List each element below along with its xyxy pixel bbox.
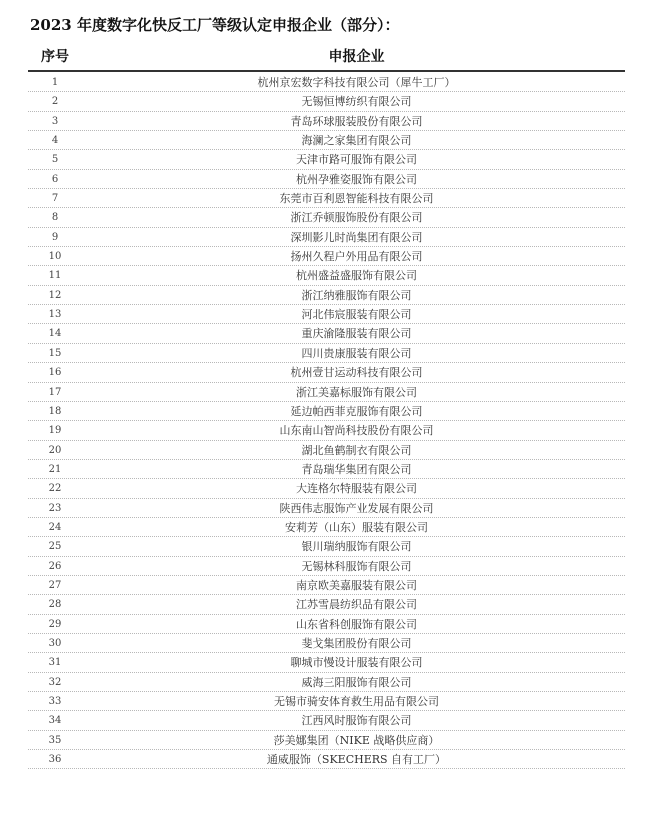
row-company: 延边帕西菲克服饰有限公司 xyxy=(290,404,423,418)
row-index: 4 xyxy=(51,135,59,147)
table-row xyxy=(28,305,625,324)
row-index: 21 xyxy=(48,463,62,475)
row-company: 杭州盛益盛服饰有限公司 xyxy=(296,269,417,283)
row-company: 通威服饰（SKECHERS 自有工厂） xyxy=(266,753,447,767)
row-company: 海澜之家集团有限公司 xyxy=(301,134,412,148)
row-company: 天津市路可服饰有限公司 xyxy=(296,153,417,167)
row-company: 聊城市慢设计服装有限公司 xyxy=(290,656,423,670)
table-row xyxy=(28,499,625,518)
table-row xyxy=(28,131,625,150)
row-index: 25 xyxy=(48,541,62,553)
row-company: 河北伟宸服装有限公司 xyxy=(301,308,412,322)
row-company: 无锡林科服饰有限公司 xyxy=(301,559,412,573)
table-row xyxy=(28,150,625,169)
table-row xyxy=(28,518,625,537)
row-index: 23 xyxy=(48,502,62,514)
header-company: 申报企业 xyxy=(328,49,385,65)
row-index: 17 xyxy=(48,386,62,398)
table-header xyxy=(28,42,625,72)
row-company: 银川瑞纳服饰有限公司 xyxy=(301,540,412,554)
row-index: 35 xyxy=(48,734,62,746)
row-index: 36 xyxy=(48,754,62,766)
table-row xyxy=(28,170,625,189)
row-company: 杭州孕雅姿服饰有限公司 xyxy=(296,172,417,186)
row-index: 3 xyxy=(51,115,59,127)
table-row xyxy=(28,363,625,382)
table-row xyxy=(28,460,625,479)
table-row xyxy=(28,576,625,595)
row-index: 2 xyxy=(51,96,59,108)
table-row xyxy=(28,73,625,92)
row-index: 29 xyxy=(48,618,62,630)
row-company: 重庆渝隆服装有限公司 xyxy=(301,327,412,341)
row-company: 斐戈集团股份有限公司 xyxy=(301,636,412,650)
table-row xyxy=(28,112,625,131)
row-company: 山东省科创服饰有限公司 xyxy=(296,617,417,631)
table-row xyxy=(28,208,625,227)
row-index: 16 xyxy=(48,367,62,379)
row-company: 东莞市百利恩智能科技有限公司 xyxy=(279,192,434,206)
row-company: 莎美娜集团（NIKE 战略供应商） xyxy=(273,733,440,747)
row-index: 32 xyxy=(48,676,62,688)
table-row xyxy=(28,92,625,111)
table-row xyxy=(28,557,625,576)
row-company: 无锡恒博纺织有限公司 xyxy=(301,95,412,109)
table-row xyxy=(28,344,625,363)
table-row xyxy=(28,189,625,208)
header-index: 序号 xyxy=(41,49,69,65)
row-index: 10 xyxy=(48,251,62,263)
row-index: 18 xyxy=(48,405,62,417)
row-company: 山东南山智尚科技股份有限公司 xyxy=(279,424,434,438)
row-index: 31 xyxy=(48,657,62,669)
table-row xyxy=(28,692,625,711)
row-company: 浙江纳雅服饰有限公司 xyxy=(301,288,412,302)
row-company: 大连格尔特服装有限公司 xyxy=(296,482,417,496)
table-row xyxy=(28,615,625,634)
row-company: 浙江乔顿服饰股份有限公司 xyxy=(290,211,423,225)
row-company: 四川贵康服装有限公司 xyxy=(301,346,412,360)
row-index: 22 xyxy=(48,483,62,495)
row-index: 6 xyxy=(51,173,59,185)
row-company: 扬州久程户外用品有限公司 xyxy=(290,250,423,264)
row-company: 深圳影儿时尚集团有限公司 xyxy=(290,230,423,244)
row-company: 陕西伟志服饰产业发展有限公司 xyxy=(279,501,434,515)
table-body xyxy=(28,73,625,769)
table-row xyxy=(28,731,625,750)
table-row xyxy=(28,421,625,440)
table-row xyxy=(28,228,625,247)
row-company: 威海三阳服饰有限公司 xyxy=(301,675,412,689)
table-row xyxy=(28,266,625,285)
row-index: 24 xyxy=(48,521,62,533)
row-index: 28 xyxy=(48,599,62,611)
row-company: 青岛环球服装股份有限公司 xyxy=(290,114,423,128)
row-index: 34 xyxy=(48,715,62,727)
table-row xyxy=(28,402,625,421)
table-row xyxy=(28,441,625,460)
table-row xyxy=(28,286,625,305)
row-index: 30 xyxy=(48,637,62,649)
row-index: 27 xyxy=(48,579,62,591)
row-index: 19 xyxy=(48,425,62,437)
row-index: 1 xyxy=(51,77,59,88)
table-row xyxy=(28,673,625,692)
row-company: 杭州壹甘运动科技有限公司 xyxy=(290,366,423,380)
row-company: 安莉芳（山东）服装有限公司 xyxy=(285,520,428,534)
row-index: 15 xyxy=(48,347,62,359)
row-index: 12 xyxy=(48,289,62,301)
row-company: 浙江美嘉标服饰有限公司 xyxy=(296,385,417,399)
row-index: 9 xyxy=(51,231,59,243)
table-row xyxy=(28,653,625,672)
row-index: 33 xyxy=(48,696,62,707)
row-index: 11 xyxy=(48,270,62,282)
table-row xyxy=(28,247,625,266)
page-title: 2023 年度数字化快反工厂等级认定申报企业（部分）： xyxy=(30,16,400,34)
table-row xyxy=(28,750,625,769)
table-row xyxy=(28,383,625,402)
row-index: 14 xyxy=(48,328,62,340)
row-index: 26 xyxy=(48,560,62,572)
table-row xyxy=(28,634,625,653)
row-company: 江西风时服饰有限公司 xyxy=(301,714,412,728)
row-index: 13 xyxy=(48,309,62,321)
row-index: 5 xyxy=(51,154,59,166)
row-company: 无锡市骑安体育救生用品有限公司 xyxy=(274,695,439,708)
table-row xyxy=(28,537,625,556)
table-row xyxy=(28,479,625,498)
row-company: 南京欧美嘉服装有限公司 xyxy=(296,578,417,592)
row-index: 20 xyxy=(48,444,62,456)
row-company: 青岛瑞华集团有限公司 xyxy=(301,462,412,476)
row-company: 江苏雪晨纺织品有限公司 xyxy=(296,598,417,612)
row-index: 8 xyxy=(51,212,59,224)
table-row xyxy=(28,595,625,614)
row-company: 杭州京宏数字科技有限公司（犀牛工厂） xyxy=(257,76,456,89)
row-index: 7 xyxy=(51,193,59,205)
table-row xyxy=(28,324,625,343)
table-row xyxy=(28,711,625,730)
row-company: 湖北鱼鹤制衣有限公司 xyxy=(301,443,412,457)
